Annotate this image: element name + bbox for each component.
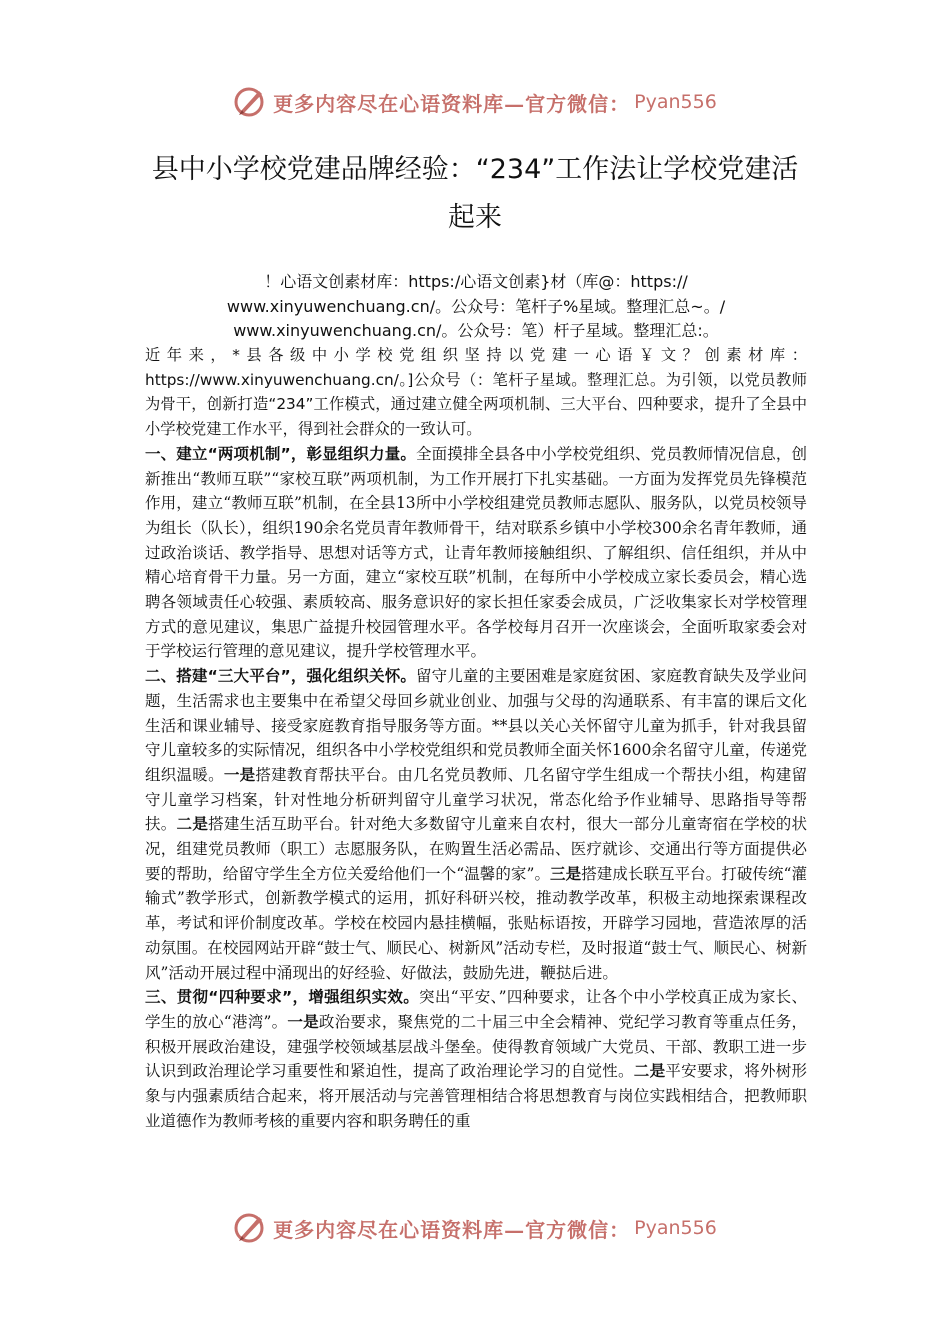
section-body: 搭建生活互助平台。针对绝大多数留守儿童来自农村，很大一部分儿童寄宿在学校的状况，组建党员教师（职工）志愿服务队，在购置生活必需品、医疗就诊、交通出行等方面提供必要的帮助，给留守学生全方位关爱给他们一个“温馨的家”。 <box>145 815 807 883</box>
section-body: 搭建成长联互平台。打破传统“灌输式”教学形式，创新教学模式的运用，抓好科研兴校，推动教学改革，积极主动地探索课程改革，考试和评价制度改革。学校在校园内悬挂横幅，张贴标语按，开辟学习园地，营造浓厚的活动氛围。在校园网站开辟“鼓士气、顺民心、树新风”活动专栏，及时报道“鼓士气、顺民心、树新风”活动开展过程中涌现出的好经验、好做法，鼓励先进，鞭挞后进。 <box>145 864 807 982</box>
section-3 <box>145 985 807 1133</box>
banner-wechat-id: Pyan556 <box>634 1217 717 1239</box>
source-line: www.xinyuwenchuang.cn/。公众号：笔）杆子星域。整理汇总:。 <box>233 321 719 340</box>
section-body: 突出“平安、”四种要求，让各个中小学校真正成为家长、学生的放心“港湾”。 <box>145 988 807 1031</box>
intro-paragraph: 近年来，*县各级中小学校党组织坚持以党建一心语￥文？创素材库：https://www.xinyuwenchuang.cn/。]公众号（：笔杆子星域。整理汇总。为引领，以党员教师为骨干，创新打造“234”工作模式，通过建立健全两项机制、三大平台、四种要求，提升了全县中小学校党建工作水平，得到社会群众的一致认可。 <box>145 346 807 439</box>
banner-text: 更多内容尽在心语资料库—官方微信： <box>273 91 631 116</box>
section-heading: 三、贯彻“四种要求”，增强组织实效。 <box>145 988 420 1007</box>
pen-logo-icon <box>233 1211 267 1245</box>
section-body: 留守儿童的主要困难是家庭贫困、家庭教育缺失及学业问题，生活需求也主要集中在希望父母回乡就业创业、加强与父母的沟通联系、有丰富的课后文化生活和课业辅导、接受家庭教育指导服务等方面。**县以关心关怀留守儿童为抓手，针对我县留守儿童较多的实际情况，组织各中小学校党组织和党员教师全面关怀1600余名留守儿童，传递党组织温暖。 <box>145 667 807 784</box>
keyword: 二是 <box>633 1062 666 1081</box>
source-line: www.xinyuwenchuang.cn/。公众号：笔杆子%星域。整理汇总~。/ <box>226 296 726 316</box>
keyword: 三是 <box>550 864 582 883</box>
banner-text: 更多内容尽在心语资料库—官方微信： <box>273 1217 631 1242</box>
source-line: ！心语文创素材库：https:/心语文创素}材（库@：https:// <box>264 272 688 291</box>
keyword: 二是 <box>176 815 209 834</box>
section-body: 全面摸排全县各中小学校党组织、党员教师情况信息，创新推出“教师互联”“家校互联”两项机制，为工作开展打下扎实基础。一方面为发挥党员先锋模范作用，建立“教师互联”机制，在全县13所中小学校组建党员教师志愿队、服务队，以党员校领导为组长（队长），组织190余名党员青年教师骨干，结对联系乡镇中小学校300余名青年教师，通过政治谈话、教学指导、思想对话等方式，让青年教师接触组织、了解组织、信任组织，并从中精心培育骨干力量。另一方面，建立“家校互联”机制，在每所中小学校成立家长委员会，精心选聘各领域责任心较强、素质较高、服务意识好的家长担任家委会成员，广泛收集家长对学校管理方式的意见建议，集思广益提升校园管理水平。各学校每月召开一次座谈会，全面听取家委会对于学校运行管理的意见建议，提升学校管理水平。 <box>145 444 807 661</box>
document-body <box>145 343 807 1134</box>
footer-banner <box>0 1208 950 1248</box>
section-2 <box>145 664 807 985</box>
section-body: 政治要求，聚焦党的二十届三中全会精神、党纪学习教育等重点任务，积极开展政治建设，建强学校领域基层战斗堡垒。使得教育领域广大党员、干部、教职工进一步认识到政治理论学习重要性和紧迫性，提高了政治理论学习的自觉性。 <box>145 1012 807 1081</box>
keyword: 一是 <box>287 1012 319 1031</box>
header-banner <box>0 82 950 122</box>
section-1 <box>145 442 807 664</box>
source-block <box>145 270 807 344</box>
section-body: 搭建教育帮扶平台。由几名党员教师、几名留守学生组成一个帮扶小组，构建留守儿童学习档案，针对性地分析研判留守儿童学习状况，常态化给予作业辅导、思路指导等帮扶。 <box>145 765 807 834</box>
banner-wechat-id: Pyan556 <box>634 91 717 113</box>
keyword: 一是 <box>223 765 256 784</box>
section-heading: 二、搭建“三大平台”，强化组织关怀。 <box>145 667 416 686</box>
document-title: 县中小学校党建品牌经验：“234”工作法让学校党建活起来 <box>151 154 799 233</box>
section-body: 平安要求，将外树形象与内强素质结合起来，将开展活动与完善管理相结合将思想教育与岗位实践相结合，把教师职业道德作为教师考核的重要内容和职务聘任的重 <box>145 1062 807 1130</box>
section-heading: 一、建立“两项机制”，彰显组织力量。 <box>145 444 416 463</box>
pen-logo-icon <box>233 85 267 119</box>
